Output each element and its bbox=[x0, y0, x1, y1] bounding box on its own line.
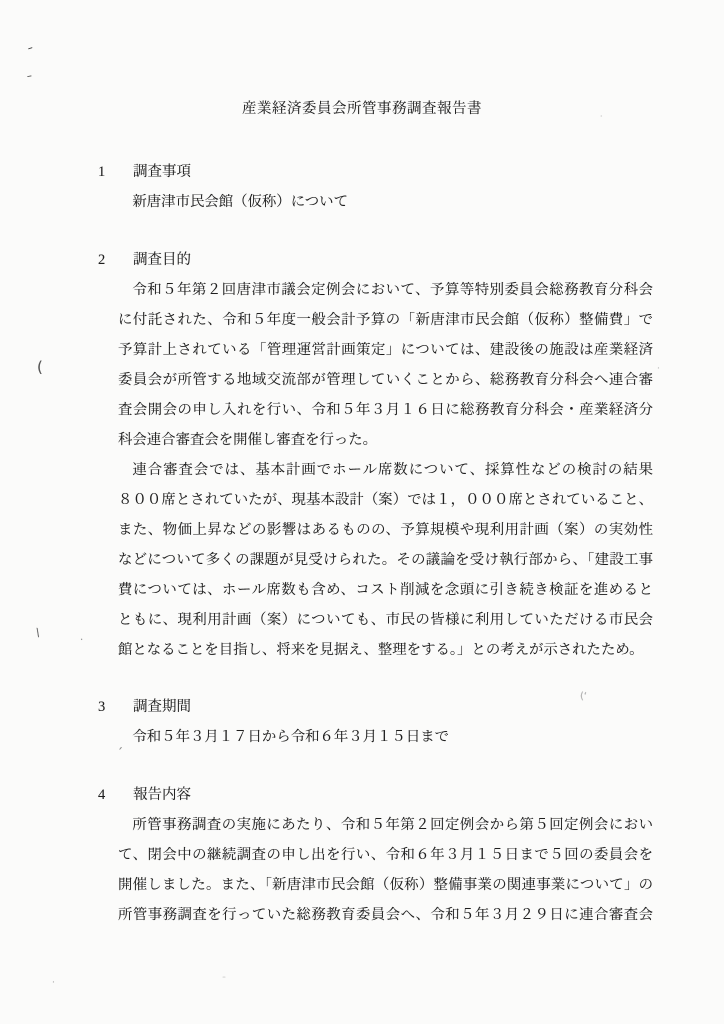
scan-artifact: · bbox=[657, 364, 660, 374]
section-heading-label: 調査期間 bbox=[133, 699, 191, 715]
text-line: 館となることを目指し、将来を見据え、整理をする。」との考えが示されたため。 bbox=[118, 642, 644, 658]
section-1 bbox=[0, 157, 724, 217]
section-2 bbox=[0, 245, 724, 665]
text-line: 令和５年３月１７日から令和６年３月１５日まで bbox=[132, 729, 449, 745]
section-heading bbox=[0, 692, 724, 722]
section-number: 3 bbox=[98, 699, 106, 715]
scan-artifact: ´ bbox=[117, 746, 123, 760]
section-3 bbox=[0, 692, 724, 752]
paragraph bbox=[0, 187, 724, 217]
section-heading-label: 調査事項 bbox=[133, 164, 191, 180]
paragraph bbox=[0, 455, 724, 665]
section-number: 4 bbox=[98, 787, 106, 803]
text-line: 査会開会の申し入れを行い、令和５年３月１６日に総務教育分科会・産業経済分 bbox=[118, 402, 653, 418]
text-line: 開催しました。また、「新唐津市民会館（仮称）整備事業の関連事業について」の bbox=[118, 877, 653, 893]
text-line: 令和５年第２回唐津市議会定例会において、予算等特別委員会総務教育分科会 bbox=[132, 282, 653, 298]
section-heading bbox=[0, 157, 724, 187]
document-title: 産業経済委員会所管事務調査報告書 bbox=[242, 101, 482, 117]
scan-artifact: – bbox=[26, 42, 35, 55]
scan-artifact: ( bbox=[37, 358, 43, 376]
text-line: また、物価上昇などの影響はあるものの、予算規模や現利用計画（案）の実効性 bbox=[118, 522, 653, 538]
section-heading-label: 調査目的 bbox=[133, 252, 191, 268]
paragraph bbox=[0, 275, 724, 455]
text-line: 連合審査会では、基本計画でホール席数について、採算性などの検討の結果 bbox=[132, 462, 653, 478]
section-number: 1 bbox=[98, 164, 106, 180]
scan-artifact: (‘ bbox=[580, 691, 588, 702]
section-4 bbox=[0, 780, 724, 930]
scan-artifact: · bbox=[52, 978, 55, 988]
text-line: に付託された、令和５年度一般会計予算の「新唐津市民会館（仮称）整備費」で bbox=[118, 312, 653, 328]
scan-artifact: ¨ bbox=[222, 976, 226, 985]
text-line: 所管事務調査を行っていた総務教育委員会へ、令和５年３月２９日に連合審査会 bbox=[118, 907, 653, 923]
paragraph bbox=[0, 810, 724, 930]
text-line: などについて多くの課題が見受けられた。その議論を受け執行部から、「建設工事 bbox=[118, 552, 653, 568]
scan-artifact: · bbox=[600, 112, 603, 121]
text-line: て、閉会中の継続調査の申し出を行い、令和６年３月１５日まで５回の委員会を bbox=[118, 847, 653, 863]
paragraph bbox=[0, 722, 724, 752]
text-line: 予算計上されている「管理運営計画策定」については、建設後の施設は産業経済 bbox=[118, 342, 653, 358]
text-line: 費については、ホール席数も含め、コスト削減を念頭に引き続き検証を進めると bbox=[118, 582, 653, 598]
text-line: ８００席とされていたが、現基本設計（案）では１，０００席とされていること、 bbox=[118, 492, 653, 508]
text-line: 委員会が所管する地域交流部が管理していくことから、総務教育分科会へ連合審 bbox=[118, 372, 653, 388]
scan-artifact: \ bbox=[35, 625, 41, 640]
section-number: 2 bbox=[98, 252, 106, 268]
text-line: 科会連合審査会を開催し審査を行った。 bbox=[118, 432, 378, 448]
section-heading-label: 報告内容 bbox=[133, 787, 191, 803]
text-line: 所管事務調査の実施にあたり、令和５年第２回定例会から第５回定例会におい bbox=[132, 817, 653, 833]
text-line: 新唐津市民会館（仮称）について bbox=[132, 194, 348, 210]
text-line: ともに、現利用計画（案）についても、市民の皆様に利用していただける市民会 bbox=[118, 612, 653, 628]
scan-artifact: · bbox=[80, 635, 84, 646]
section-heading bbox=[0, 245, 724, 275]
scan-artifact: – bbox=[25, 70, 33, 83]
section-heading bbox=[0, 780, 724, 810]
